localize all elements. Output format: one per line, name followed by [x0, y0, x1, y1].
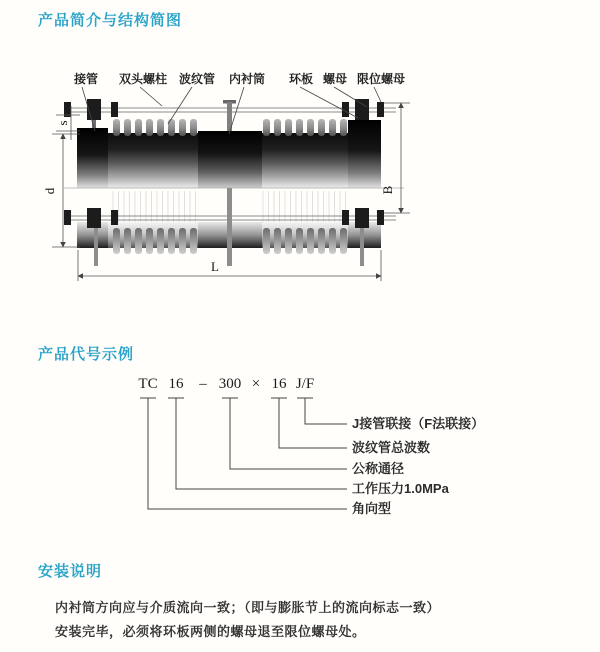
- code-part-diameter: 300: [218, 376, 242, 392]
- part-label-pipe: 接管: [73, 72, 99, 86]
- code-callout-lines: [130, 372, 355, 517]
- code-section-title: 产品代号示例: [38, 346, 135, 363]
- callout-pressure: 工作压力1.0MPa: [352, 481, 449, 496]
- dim-label-s: s: [55, 120, 70, 126]
- dim-label-L: L: [211, 259, 219, 274]
- part-label-ring-plate: 环板: [288, 72, 314, 86]
- install-note-line2: 安装完毕，必须将环板两侧的螺母退至限位螺母处。: [55, 624, 366, 639]
- install-note-line1: 内衬筒方向应与介质流向一致；（即与膨胀节上的流向标志一致）: [55, 600, 441, 615]
- code-part-waves: 16: [271, 376, 287, 392]
- code-part-type: TC: [138, 376, 158, 392]
- callout-type: 角向型: [352, 501, 392, 516]
- code-part-times: ×: [251, 376, 261, 392]
- code-part-connection: J/F: [295, 376, 315, 392]
- code-part-dash: –: [199, 376, 207, 392]
- code-part-pressure: 16: [168, 376, 184, 392]
- dim-label-B: B: [380, 185, 395, 195]
- part-label-nut: 螺母: [322, 72, 348, 86]
- expansion-joint-diagram: [30, 62, 460, 290]
- part-label-liner: 内衬筒: [228, 72, 266, 86]
- part-label-stud: 双头螺柱: [118, 72, 168, 86]
- intro-section-title: 产品简介与结构简图: [38, 12, 183, 29]
- install-section-title: 安装说明: [38, 563, 103, 580]
- inner-liner-top: [198, 131, 262, 188]
- right-pipe-top: [348, 120, 381, 188]
- dim-b-lines: [384, 103, 410, 213]
- part-label-limit-nut: 限位螺母: [356, 72, 406, 86]
- part-label-bellows: 波纹管: [178, 72, 216, 86]
- callout-wave-count: 波纹管总波数: [352, 440, 431, 455]
- left-pipe-top: [77, 128, 108, 188]
- dim-label-d: d: [42, 187, 57, 195]
- callout-diameter: 公称通径: [352, 461, 405, 476]
- callout-connection: J接管联接（F法联接）: [352, 416, 485, 431]
